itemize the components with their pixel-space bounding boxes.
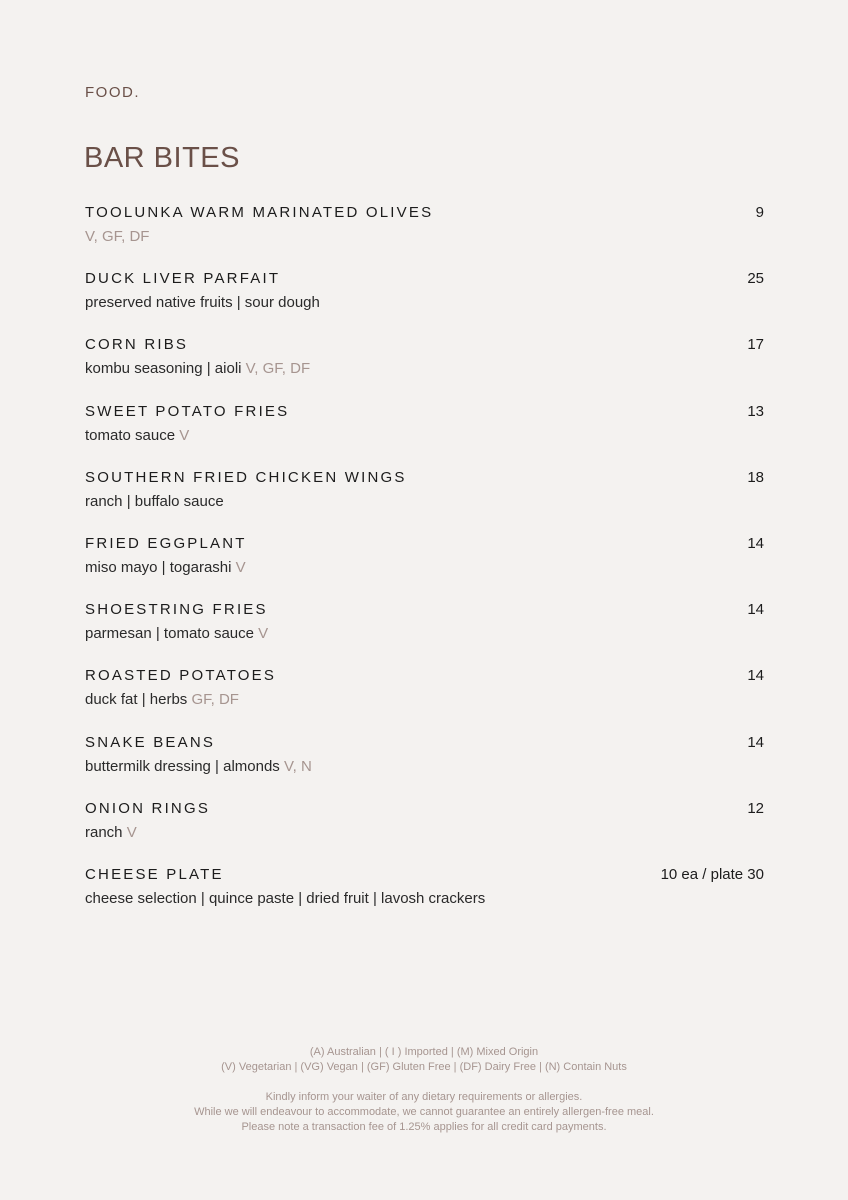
item-description-text: miso mayo | togarashi [85, 558, 232, 576]
dietary-tags: V [126, 823, 137, 841]
item-description-text: preserved native fruits | sour dough [85, 294, 320, 312]
legend-origin: (A) Australian | ( I ) Imported | (M) Mixed Origin [309, 1046, 539, 1058]
menu-item [85, 798, 764, 864]
dietary-tags: V [235, 558, 246, 576]
item-price: 14 [747, 667, 764, 685]
item-description [85, 888, 485, 910]
item-price: 14 [747, 733, 764, 751]
menu-item [85, 401, 764, 467]
item-price: 12 [747, 799, 764, 817]
item-price: 10 ea / plate 30 [660, 865, 764, 883]
item-price: 14 [747, 534, 764, 552]
menu-item [85, 533, 764, 599]
item-name: FRIED EGGPLANT [85, 534, 247, 552]
menu-item [85, 732, 764, 798]
menu-item [85, 665, 764, 731]
item-price: 18 [747, 468, 764, 486]
note-allergen: While we will endeavour to accommodate, we cannot guarantee an entirely allergen-free meal. [194, 1106, 654, 1118]
menu-item [85, 599, 764, 665]
menu-item [85, 864, 764, 930]
item-description [85, 689, 239, 711]
item-name: SWEET POTATO FRIES [85, 402, 290, 420]
menu-item [85, 467, 764, 533]
note-fee: Please note a transaction fee of 1.25% applies for all credit card payments. [241, 1121, 607, 1133]
item-name: ONION RINGS [85, 799, 211, 817]
item-description-text: parmesan | tomato sauce [85, 625, 254, 643]
item-description [85, 491, 224, 513]
item-price: 25 [747, 270, 764, 288]
footer-notes [0, 1090, 848, 1135]
item-description-text: kombu seasoning | aioli [85, 360, 242, 378]
section-label: FOOD. [85, 84, 140, 101]
item-price: 13 [747, 402, 764, 420]
dietary-tags: GF, DF [191, 691, 239, 709]
item-description-text: tomato sauce [85, 426, 176, 444]
item-name: TOOLUNKA WARM MARINATED OLIVES [85, 204, 434, 221]
item-description [85, 623, 268, 645]
legend-dietary: (V) Vegetarian | (VG) Vegan | (GF) Gluten Free | (DF) Dairy Free | (N) Contain Nuts [221, 1061, 627, 1073]
page-title: BAR BITES [84, 142, 240, 174]
dietary-tags: V [179, 426, 190, 444]
item-price: 14 [747, 601, 764, 619]
item-description [85, 756, 312, 778]
item-description-text: ranch | buffalo sauce [85, 492, 224, 510]
item-description-text: buttermilk dressing | almonds [85, 757, 280, 775]
item-name: CHEESE PLATE [85, 865, 224, 883]
item-price: 9 [755, 204, 764, 221]
item-name: CORN RIBS [85, 336, 189, 354]
legend [0, 1045, 848, 1075]
item-description [85, 822, 137, 844]
item-description [85, 358, 310, 380]
menu-item [85, 334, 764, 400]
item-name: ROASTED POTATOES [85, 667, 277, 685]
item-name: SHOESTRING FRIES [85, 601, 268, 619]
item-price: 17 [747, 336, 764, 354]
dietary-tags: V [258, 625, 269, 643]
item-name: SNAKE BEANS [85, 733, 216, 751]
note-dietary: Kindly inform your waiter of any dietary requirements or allergies. [265, 1091, 583, 1103]
menu-item [85, 268, 764, 334]
dietary-tags: V, GF, DF [245, 360, 311, 378]
item-description [85, 226, 149, 248]
item-description [85, 292, 320, 314]
dietary-tags: V, N [283, 757, 312, 775]
item-description-text: ranch [85, 823, 123, 841]
item-name: SOUTHERN FRIED CHICKEN WINGS [85, 468, 407, 486]
item-description-text: cheese selection | quince paste | dried fruit | lavosh crackers [85, 889, 486, 907]
item-name: DUCK LIVER PARFAIT [85, 270, 281, 288]
item-description [85, 557, 246, 579]
item-description-text: duck fat | herbs [85, 691, 188, 709]
item-description [85, 425, 189, 447]
dietary-tags: V, GF, DF [85, 228, 150, 245]
menu-list [85, 202, 764, 930]
menu-item [85, 202, 764, 268]
